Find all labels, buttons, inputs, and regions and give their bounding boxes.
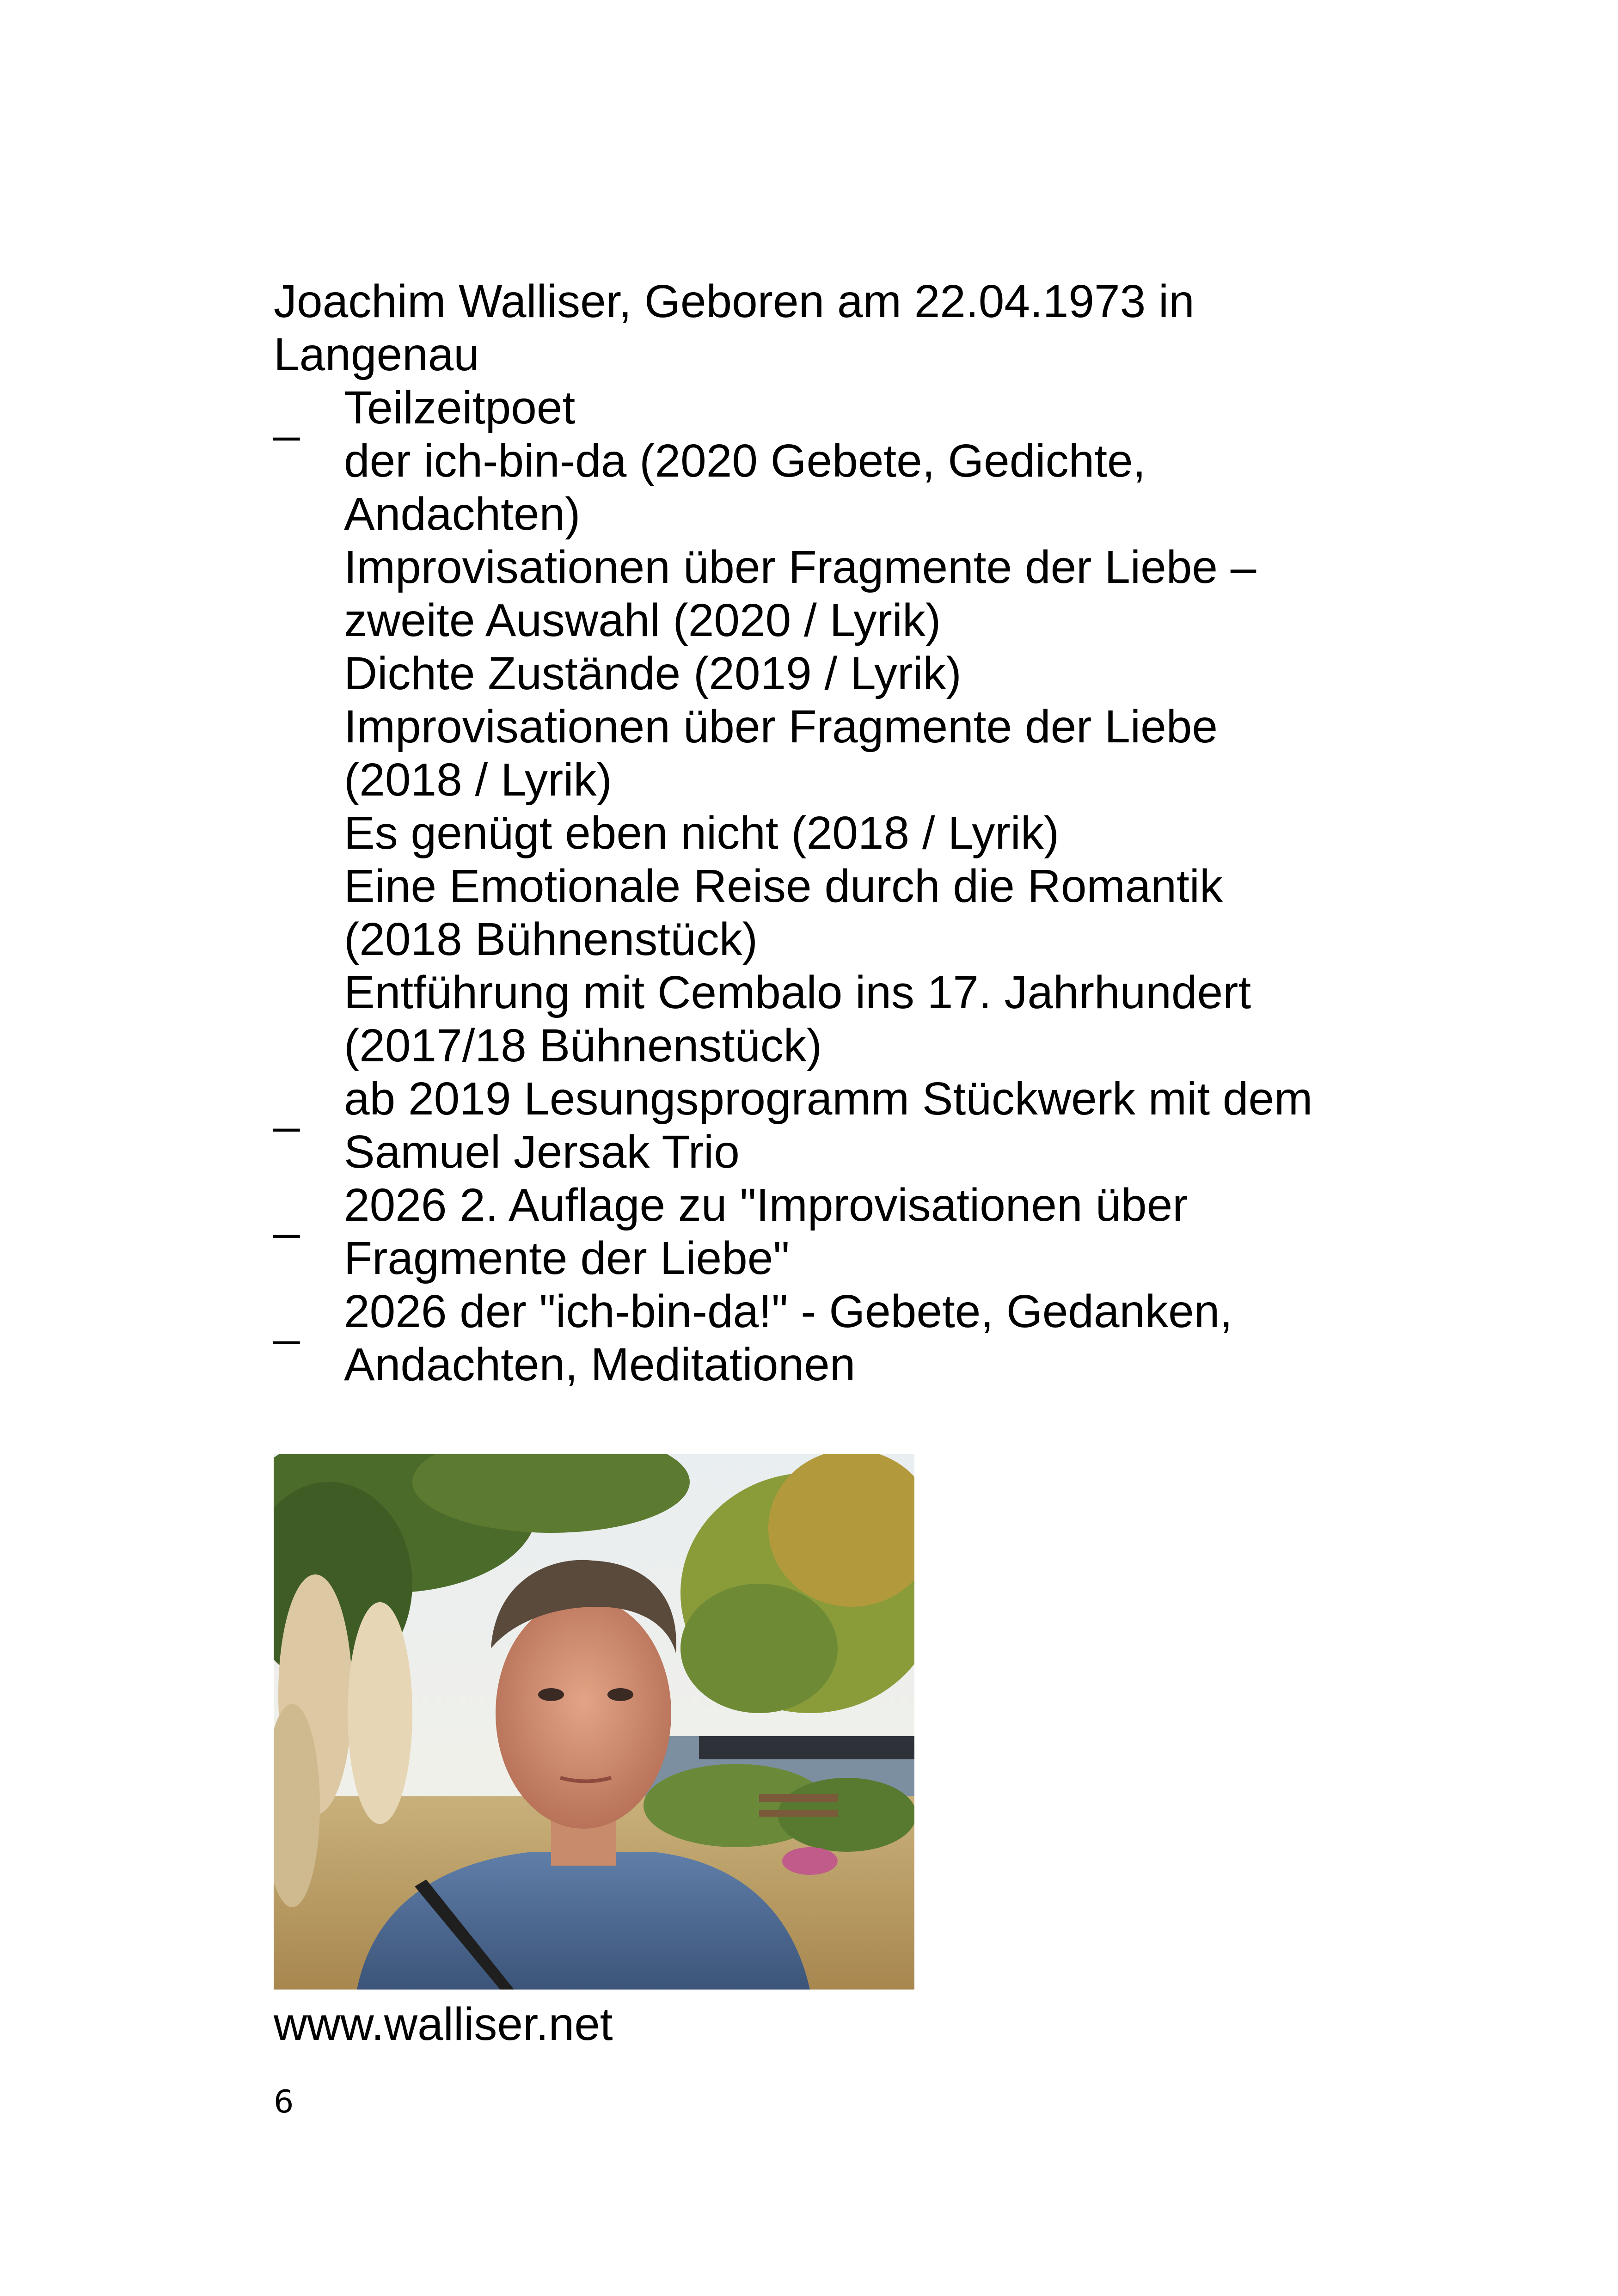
bullet-marker: _	[274, 1187, 300, 1239]
bio-intro-line-2: Langenau	[274, 329, 479, 380]
entry-line: 2026 2. Auflage zu "Improvisationen über	[344, 1179, 1188, 1231]
work-item: (2018 Bühnenstück)	[344, 913, 758, 965]
work-item: Dichte Zustände (2019 / Lyrik)	[344, 648, 962, 699]
bullet-marker: _	[274, 1081, 300, 1133]
bio-text	[274, 275, 1351, 1391]
work-item: (2018 / Lyrik)	[344, 754, 612, 806]
work-item: Entführung mit Cembalo ins 17. Jahrhundert	[344, 967, 1251, 1018]
bio-entry-auflage	[274, 1179, 1351, 1285]
website-link[interactable]: www.walliser.net	[274, 1998, 613, 2050]
entry-line: ab 2019 Lesungsprogramm Stückwerk mit dem	[344, 1073, 1313, 1125]
entry-title: Teilzeitpoet	[344, 382, 576, 434]
work-item: Eine Emotionale Reise durch die Romantik	[344, 860, 1223, 912]
work-item: Improvisationen über Fragmente der Liebe	[344, 701, 1218, 753]
work-item: Improvisationen über Fragmente der Liebe –	[344, 541, 1256, 593]
entry-line: Fragmente der Liebe"	[344, 1232, 790, 1284]
bio-entry-teilzeitpoet	[274, 381, 1351, 1072]
bio-intro-line-1: Joachim Walliser, Geboren am 22.04.1973 in	[274, 276, 1195, 327]
page-number: 6	[274, 2084, 294, 2120]
entry-line: Andachten, Meditationen	[344, 1339, 856, 1390]
work-item: (2017/18 Bühnenstück)	[344, 1020, 822, 1071]
work-item: der ich-bin-da (2020 Gebete, Gedichte,	[344, 435, 1146, 487]
entry-line: 2026 der "ich-bin-da!" - Gebete, Gedanken,	[344, 1286, 1233, 1337]
author-photo	[274, 1454, 914, 1990]
work-item: Es genügt eben nicht (2018 / Lyrik)	[344, 807, 1060, 859]
bullet-marker: _	[274, 390, 300, 441]
bio-entry-ich-bin-da	[274, 1285, 1351, 1391]
works-list	[344, 435, 1351, 1072]
bio-entry-lesungsprogramm	[274, 1072, 1351, 1179]
bullet-marker: _	[274, 1293, 300, 1345]
entry-line: Samuel Jersak Trio	[344, 1126, 740, 1178]
author-photo-illustration	[274, 1454, 914, 1990]
work-item: zweite Auswahl (2020 / Lyrik)	[344, 594, 941, 646]
work-item: Andachten)	[344, 488, 581, 540]
